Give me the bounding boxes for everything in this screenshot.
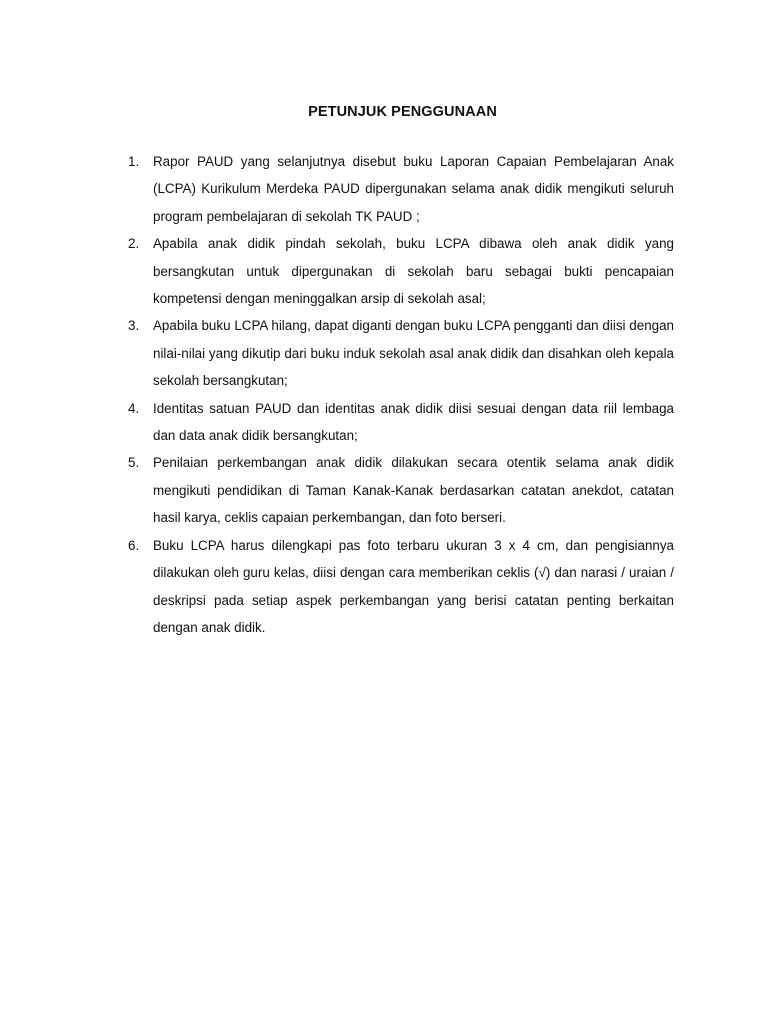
list-item-text: Identitas satuan PAUD dan identitas anak didik diisi sesuai dengan data riil lembaga dan data anak didik bersangkutan;	[153, 400, 674, 444]
list-item-number: 4.	[128, 400, 140, 416]
list-item-number: 2.	[128, 236, 140, 252]
list-item-text: Apabila anak didik pindah sekolah, buku LCPA dibawa oleh anak didik yang bersangkutan untuk dipergunakan di sekolah baru sebagai bukti pencapaian kompetensi dengan meninggalkan arsip di sekolah asal;	[153, 236, 674, 307]
list-item-2	[128, 230, 674, 312]
list-item-text: Buku LCPA harus dilengkapi pas foto terbaru ukuran 3 x 4 cm, dan pengisiannya dilakukan oleh guru kelas, diisi dengan cara memberikan ceklis (√) dan narasi / uraian / deskripsi pada setiap aspek perkembangan yang berisi catatan penting berkaitan dengan anak didik.	[153, 537, 674, 635]
instruction-list	[128, 148, 674, 641]
list-item-number: 1.	[128, 154, 140, 169]
list-item-1	[128, 148, 674, 230]
list-item-text: Apabila buku LCPA hilang, dapat diganti dengan buku LCPA pengganti dan diisi dengan nilai-nilai yang dikutip dari buku induk sekolah asal anak didik dan disahkan oleh kepala sekolah bersangkutan;	[153, 318, 674, 389]
list-item-3	[128, 312, 674, 394]
page-title: PETUNJUK PENGGUNAAN	[308, 104, 497, 120]
list-item-number: 6.	[128, 537, 140, 553]
list-item-6	[128, 532, 674, 642]
list-item-number: 5.	[128, 455, 140, 471]
list-item-5	[128, 449, 674, 531]
list-item-text: Penilaian perkembangan anak didik dilakukan secara otentik selama anak didik mengikuti pendidikan di Taman Kanak-Kanak berdasarkan catatan anekdot, catatan hasil karya, ceklis capaian perkembangan, dan foto berseri.	[153, 455, 674, 526]
list-item-number: 3.	[128, 318, 140, 334]
list-item-4	[128, 395, 674, 450]
list-item-text: Rapor PAUD yang selanjutnya disebut buku Laporan Capaian Pembelajaran Anak (LCPA) Kurikulum Merdeka PAUD dipergunakan selama anak didik mengikuti seluruh program pembelajaran di sekolah TK PAUD ;	[153, 154, 674, 224]
